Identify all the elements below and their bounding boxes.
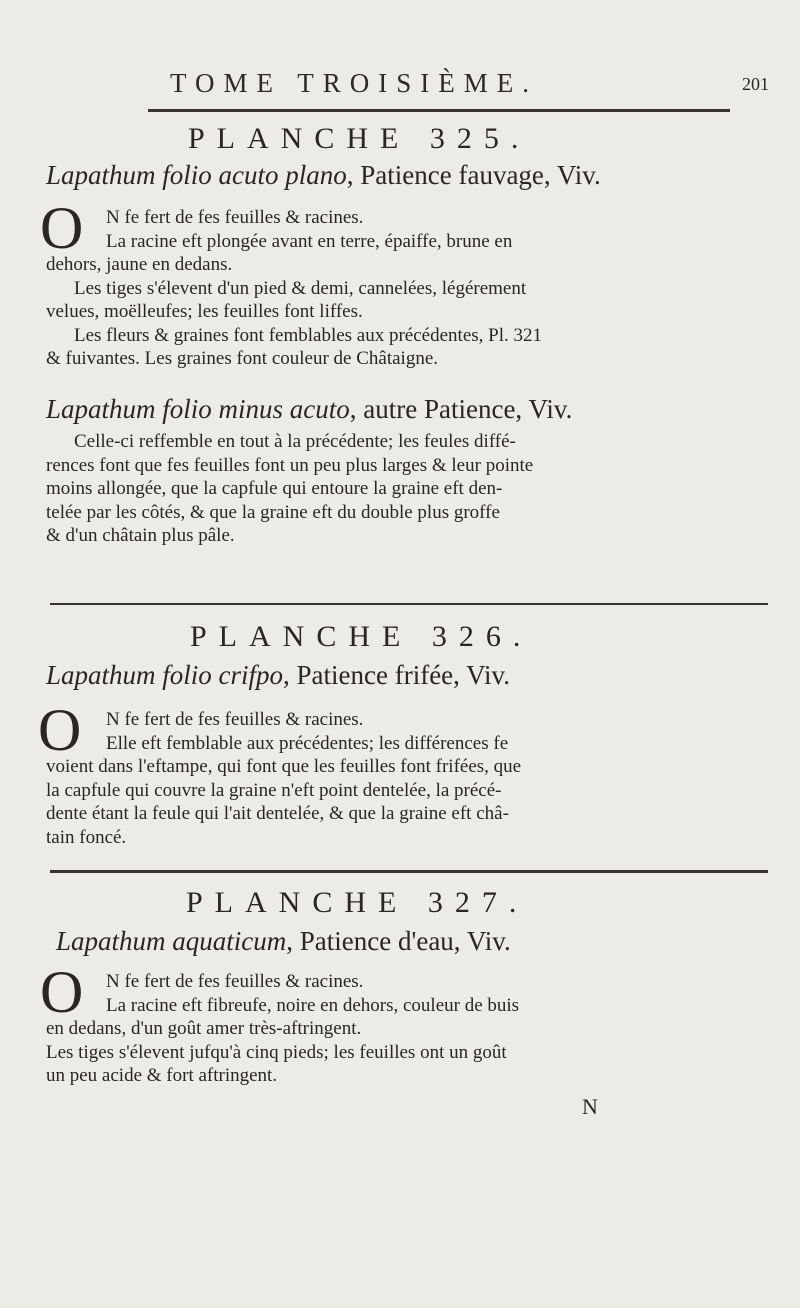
catchword: N (582, 1094, 598, 1119)
text-line: N fe fert de fes feuilles & racines. (106, 207, 364, 228)
section-body (46, 206, 766, 371)
drop-cap: O (40, 195, 84, 261)
text-line: tain foncé. (46, 826, 127, 848)
section-heading: PLANCHE 326. (190, 620, 533, 653)
section-rule (50, 603, 768, 605)
section-heading: PLANCHE 327. (186, 886, 529, 919)
text-line: voient dans l'eftampe, qui font que les feuilles font frifées, que (46, 756, 522, 777)
text-line: la capfule qui couvre la graine n'eft point dentelée, la précé- (46, 779, 502, 801)
text-line: moins allongée, que la capfule qui entoure la graine eft den- (46, 478, 503, 499)
text-line: velues, moëlleufes; les feuilles font liffes. (46, 301, 363, 322)
common-name: , Patience frifée, Viv. (283, 660, 511, 690)
text-line: Les tiges s'élevent d'un pied & demi, cannelées, légérement (74, 277, 527, 299)
text-line: dehors, jaune en dedans. (46, 254, 233, 275)
common-name: , autre Patience, Viv. (349, 394, 573, 424)
text-line: Les tiges s'élevent jufqu'à cinq pieds; les feuilles ont un goût (46, 1041, 507, 1063)
text-line: Elle eft femblable aux précédentes; les différences fe (106, 732, 509, 754)
common-name: , Patience fauvage, Viv. (346, 160, 601, 190)
latin-name: Lapathum folio minus acuto (46, 394, 350, 424)
text-line: N fe fert de fes feuilles & racines. (106, 709, 364, 730)
section-subtitle (46, 394, 572, 425)
text-line: un peu acide & fort aftringent. (46, 1065, 278, 1086)
text-line: & d'un châtain plus pâle. (46, 525, 235, 546)
header-rule (148, 109, 730, 112)
latin-name: Lapathum aquaticum (56, 926, 287, 956)
text-line: rences font que fes feuilles font un peu plus larges & leur pointe (46, 454, 534, 476)
section-subtitle (46, 160, 601, 191)
section-body (46, 708, 766, 849)
text-line: telée par les côtés, & que la graine eft du double plus groffe (46, 501, 500, 523)
drop-cap: O (40, 959, 84, 1025)
text-line: & fuivantes. Les graines font couleur de Châtaigne. (46, 348, 439, 369)
section-heading: PLANCHE 325. (188, 122, 531, 155)
section-subtitle (46, 660, 510, 691)
text-line: La racine eft plongée avant en terre, épaiffe, brune en (106, 230, 513, 252)
latin-name: Lapathum folio crifpo (46, 660, 284, 690)
latin-name: Lapathum folio acuto plano (46, 160, 347, 190)
text-line: N fe fert de fes feuilles & racines. (106, 971, 364, 992)
page-number: 201 (742, 74, 769, 94)
section-subtitle (56, 926, 511, 957)
text-line: en dedans, d'un goût amer très-aftringent. (46, 1018, 362, 1039)
drop-cap: O (38, 697, 82, 763)
text-line: La racine eft fibreufe, noire en dehors, couleur de buis (106, 994, 520, 1016)
common-name: , Patience d'eau, Viv. (286, 926, 511, 956)
section-body (46, 970, 766, 1088)
text-line: dente étant la feule qui l'ait dentelée, & que la graine eft châ- (46, 803, 509, 824)
text-line: Les fleurs & graines font femblables aux précédentes, Pl. 321 (74, 324, 542, 346)
running-head: TOME TROISIÈME. (170, 68, 539, 98)
text-line: Celle-ci reffemble en tout à la précédente; les feules diffé- (74, 431, 516, 452)
section-body (46, 430, 766, 548)
section-rule (50, 870, 768, 873)
